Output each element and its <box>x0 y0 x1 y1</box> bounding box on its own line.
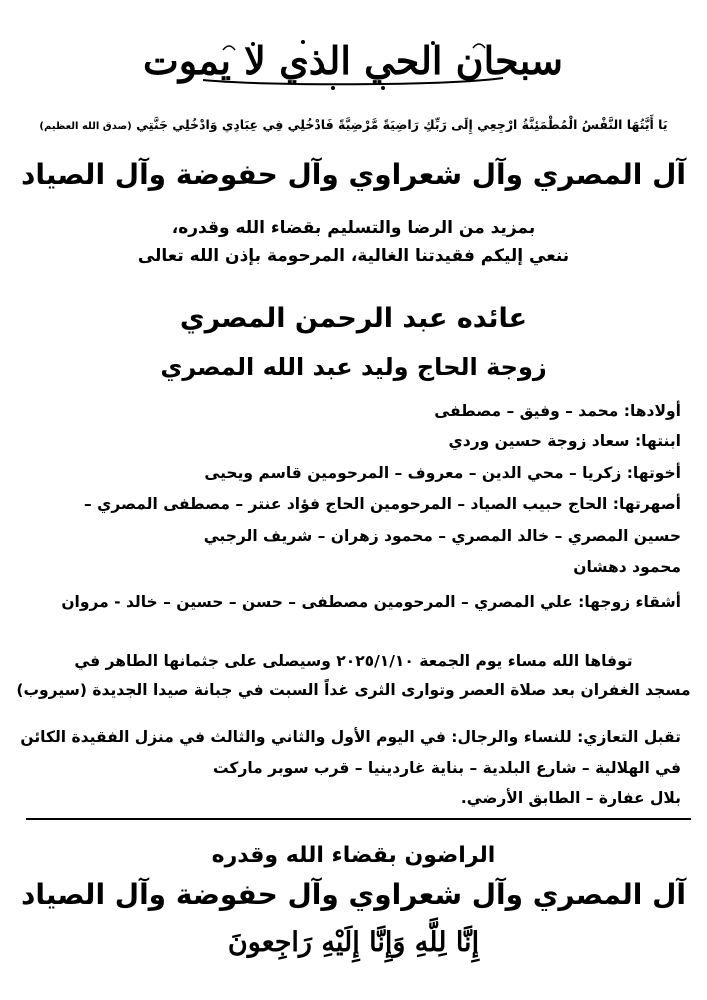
verse-text: يَا أَيَّتُهَا النَّفْسُ الْمُطْمَئِنَّةُ ارْجِعِي إِلَى رَبِّكِ رَاضِيَةً مَّرْضِيَّةً فَادْخُلِي فِي عِبَادِي وَادْخُلِي جَنَّتِي <box>136 117 668 132</box>
in-laws-line-1: أصهرتها: الحاج حبيب الصياد – المرحومين الحاج فؤاد عنتر – مصطفى المصري – <box>84 495 681 513</box>
section-divider <box>26 818 691 820</box>
brothers-line: أخوتها: زكريا – محي الدين – معروف – المرحومين قاسم ويحيى <box>204 464 681 482</box>
condolences-line-1: تقبل التعازي: للنساء والرجال: في اليوم الأول والثاني والثالث في منزل الفقيدة الكائن <box>20 728 681 746</box>
condolences-line-3: بلال عفارة – الطابق الأرضي. <box>460 789 681 807</box>
deceased-name: عائده عبد الرحمن المصري <box>179 303 528 334</box>
quran-closing: إِنَّا لِلَّهِ وَإِنَّا إِلَيْهِ رَاجِعونَ <box>227 927 480 958</box>
in-laws-line-2: حسين المصري – خالد المصري – محمود زهران – شريف الرجبي <box>203 527 681 545</box>
quran-verse <box>0 117 707 132</box>
intro-line-2: ننعي إليكم فقيدتنا الغالية، المرحومة بإذن الله تعالى <box>137 246 570 266</box>
families-heading: آل المصري وآل شعراوي وآل حفوضة وآل الصياد <box>21 158 686 191</box>
verse-reference: (صدق الله العظيم) <box>39 121 132 132</box>
calligraphy-logo <box>142 36 564 92</box>
funeral-line-1: توفاها الله مساء يوم الجمعة ٢٠٢٥/١/١٠ وسيصلى على جثمانها الطاهر في <box>74 652 633 670</box>
calligraphy-text: سبحان الحي الذي لا يموت <box>142 38 564 83</box>
accepting-line: الراضون بقضاء الله وقدره <box>211 843 496 868</box>
funeral-line-2: مسجد الغفران بعد صلاة العصر وتوارى الثرى غداً السبت في جبانة صيدا الجديدة (سيروب) <box>16 681 691 699</box>
condolences-line-2: في الهلالية – شارع البلدية – بناية غاردينيا – قرب سوبر ماركت <box>213 759 681 777</box>
families-footer: آل المصري وآل شعراوي وآل حفوضة وآل الصياد <box>21 878 686 911</box>
deceased-relation: زوجة الحاج وليد عبد الله المصري <box>160 353 547 381</box>
in-laws-line-3: محمود دهشان <box>573 558 681 576</box>
daughter-line: ابنتها: سعاد زوجة حسين وردي <box>448 432 681 450</box>
intro-line-1: بمزيد من الرضا والتسليم بقضاء الله وقدره، <box>171 218 536 238</box>
calligraphy-image <box>142 36 564 92</box>
husband-siblings-line: أشقاء زوجها: علي المصري – المرحومين مصطفى – حسن – حسين – خالد - مروان <box>61 593 681 611</box>
sons-line: أولادها: محمد – وفيق – مصطفى <box>434 402 681 420</box>
